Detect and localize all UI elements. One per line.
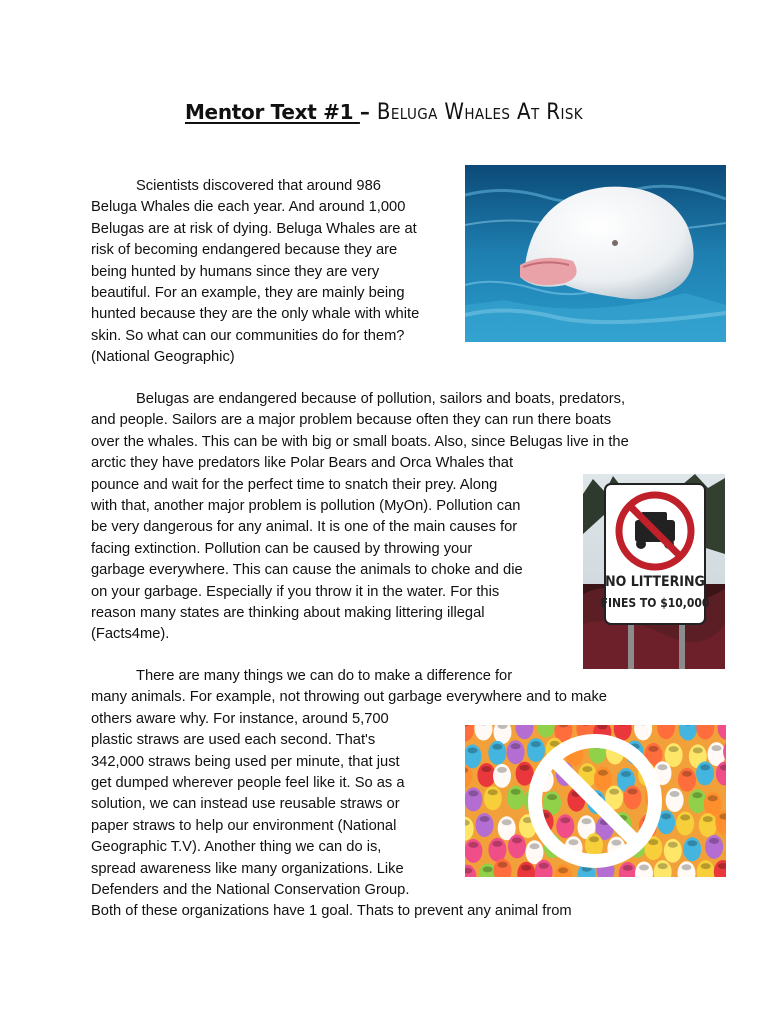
paragraph-line: many animals. For example, not throwing out garbage everywhere and to make <box>91 689 607 706</box>
paragraph-line: on your garbage. Especially if you throw it in the water. For this <box>91 583 500 600</box>
paragraph-line: hunted because they are the only whale with white <box>91 306 420 323</box>
paragraph-line: reason many states are thinking about making littering illegal <box>91 605 485 622</box>
no-plastic-straws-photo <box>465 725 726 877</box>
paragraph-line: Beluga Whales die each year. And around 1,000 <box>91 199 406 216</box>
paragraph-line: Scientists discovered that around 986 <box>136 178 381 194</box>
paragraph-line: spread awareness like many organizations. Like <box>91 860 404 877</box>
paragraph-line: solution, we can instead use reusable straws or <box>91 796 400 813</box>
title-beluga-whales: Beluga Whales At Risk <box>376 100 584 125</box>
paragraph-line: Belugas are at risk of dying. Beluga Whales are at <box>91 220 417 237</box>
paragraph-line: 342,000 straws being used per minute, that just <box>91 753 400 770</box>
paragraph-line: There are many things we can do to make a difference for <box>136 668 513 684</box>
title-mentor-text: Mentor Text #1 <box>184 100 360 124</box>
paragraph-line: and people. Sailors are a major problem because often they can run there boats <box>91 412 612 429</box>
paragraph-line: paper straws to help our environment (National <box>91 817 397 834</box>
paragraph-line: over the whales. This can be with big or small boats. Also, since Belugas live in the <box>91 433 629 450</box>
paragraph-line: Geographic T.V). Another thing we can do is, <box>91 839 382 856</box>
paragraph-line: Belugas are endangered because of pollution, sailors and boats, predators, <box>136 391 626 407</box>
paragraph-line: (National Geographic) <box>91 349 235 366</box>
paragraph-1 <box>91 176 419 369</box>
beluga-whale-photo <box>465 165 726 342</box>
paragraph-line: plastic straws are used each second. That's <box>91 732 376 749</box>
no-littering-sign-photo <box>583 474 725 669</box>
paragraph-line: skin. So what can our communities do for them? <box>91 327 405 344</box>
paragraph-line: arctic they have predators like Polar Bears and Orca Whales that <box>91 455 514 472</box>
paragraph-line: others aware why. For instance, around 5,700 <box>91 710 389 727</box>
sign-text-fines: FINES TO $10,000 <box>600 596 710 610</box>
paragraph-line: being hunted by humans since they are very <box>91 263 380 280</box>
paragraph-line: facing extinction. Pollution can be caused by throwing your <box>91 540 473 557</box>
paragraph-line: pounce and wait for the perfect time to snatch their prey. Along <box>91 476 498 493</box>
paragraph-line: Defenders and the National Conservation Group. <box>91 882 410 899</box>
sign-text-no-littering: NO LITTERING <box>605 574 705 590</box>
paragraph-line: be very dangerous for any animal. It is one of the main causes for <box>91 519 518 536</box>
paragraph-line: (Facts4me). <box>91 626 170 643</box>
paragraph-2 <box>91 389 629 646</box>
paragraph-line: with that, another major problem is pollution (MyOn). Pollution can <box>91 498 521 515</box>
page-title <box>0 100 768 125</box>
paragraph-line: beautiful. For an example, they are mainly being <box>91 285 405 302</box>
paragraph-line: Both of these organizations have 1 goal. Thats to prevent any animal from <box>91 903 572 920</box>
title-dash: – <box>359 100 377 124</box>
paragraph-line: risk of becoming endangered because they are <box>91 242 398 259</box>
paragraph-line: get dumped wherever people feel like it. So as a <box>91 775 405 792</box>
paragraph-line: garbage everywhere. This can cause the animals to choke and die <box>91 562 523 579</box>
